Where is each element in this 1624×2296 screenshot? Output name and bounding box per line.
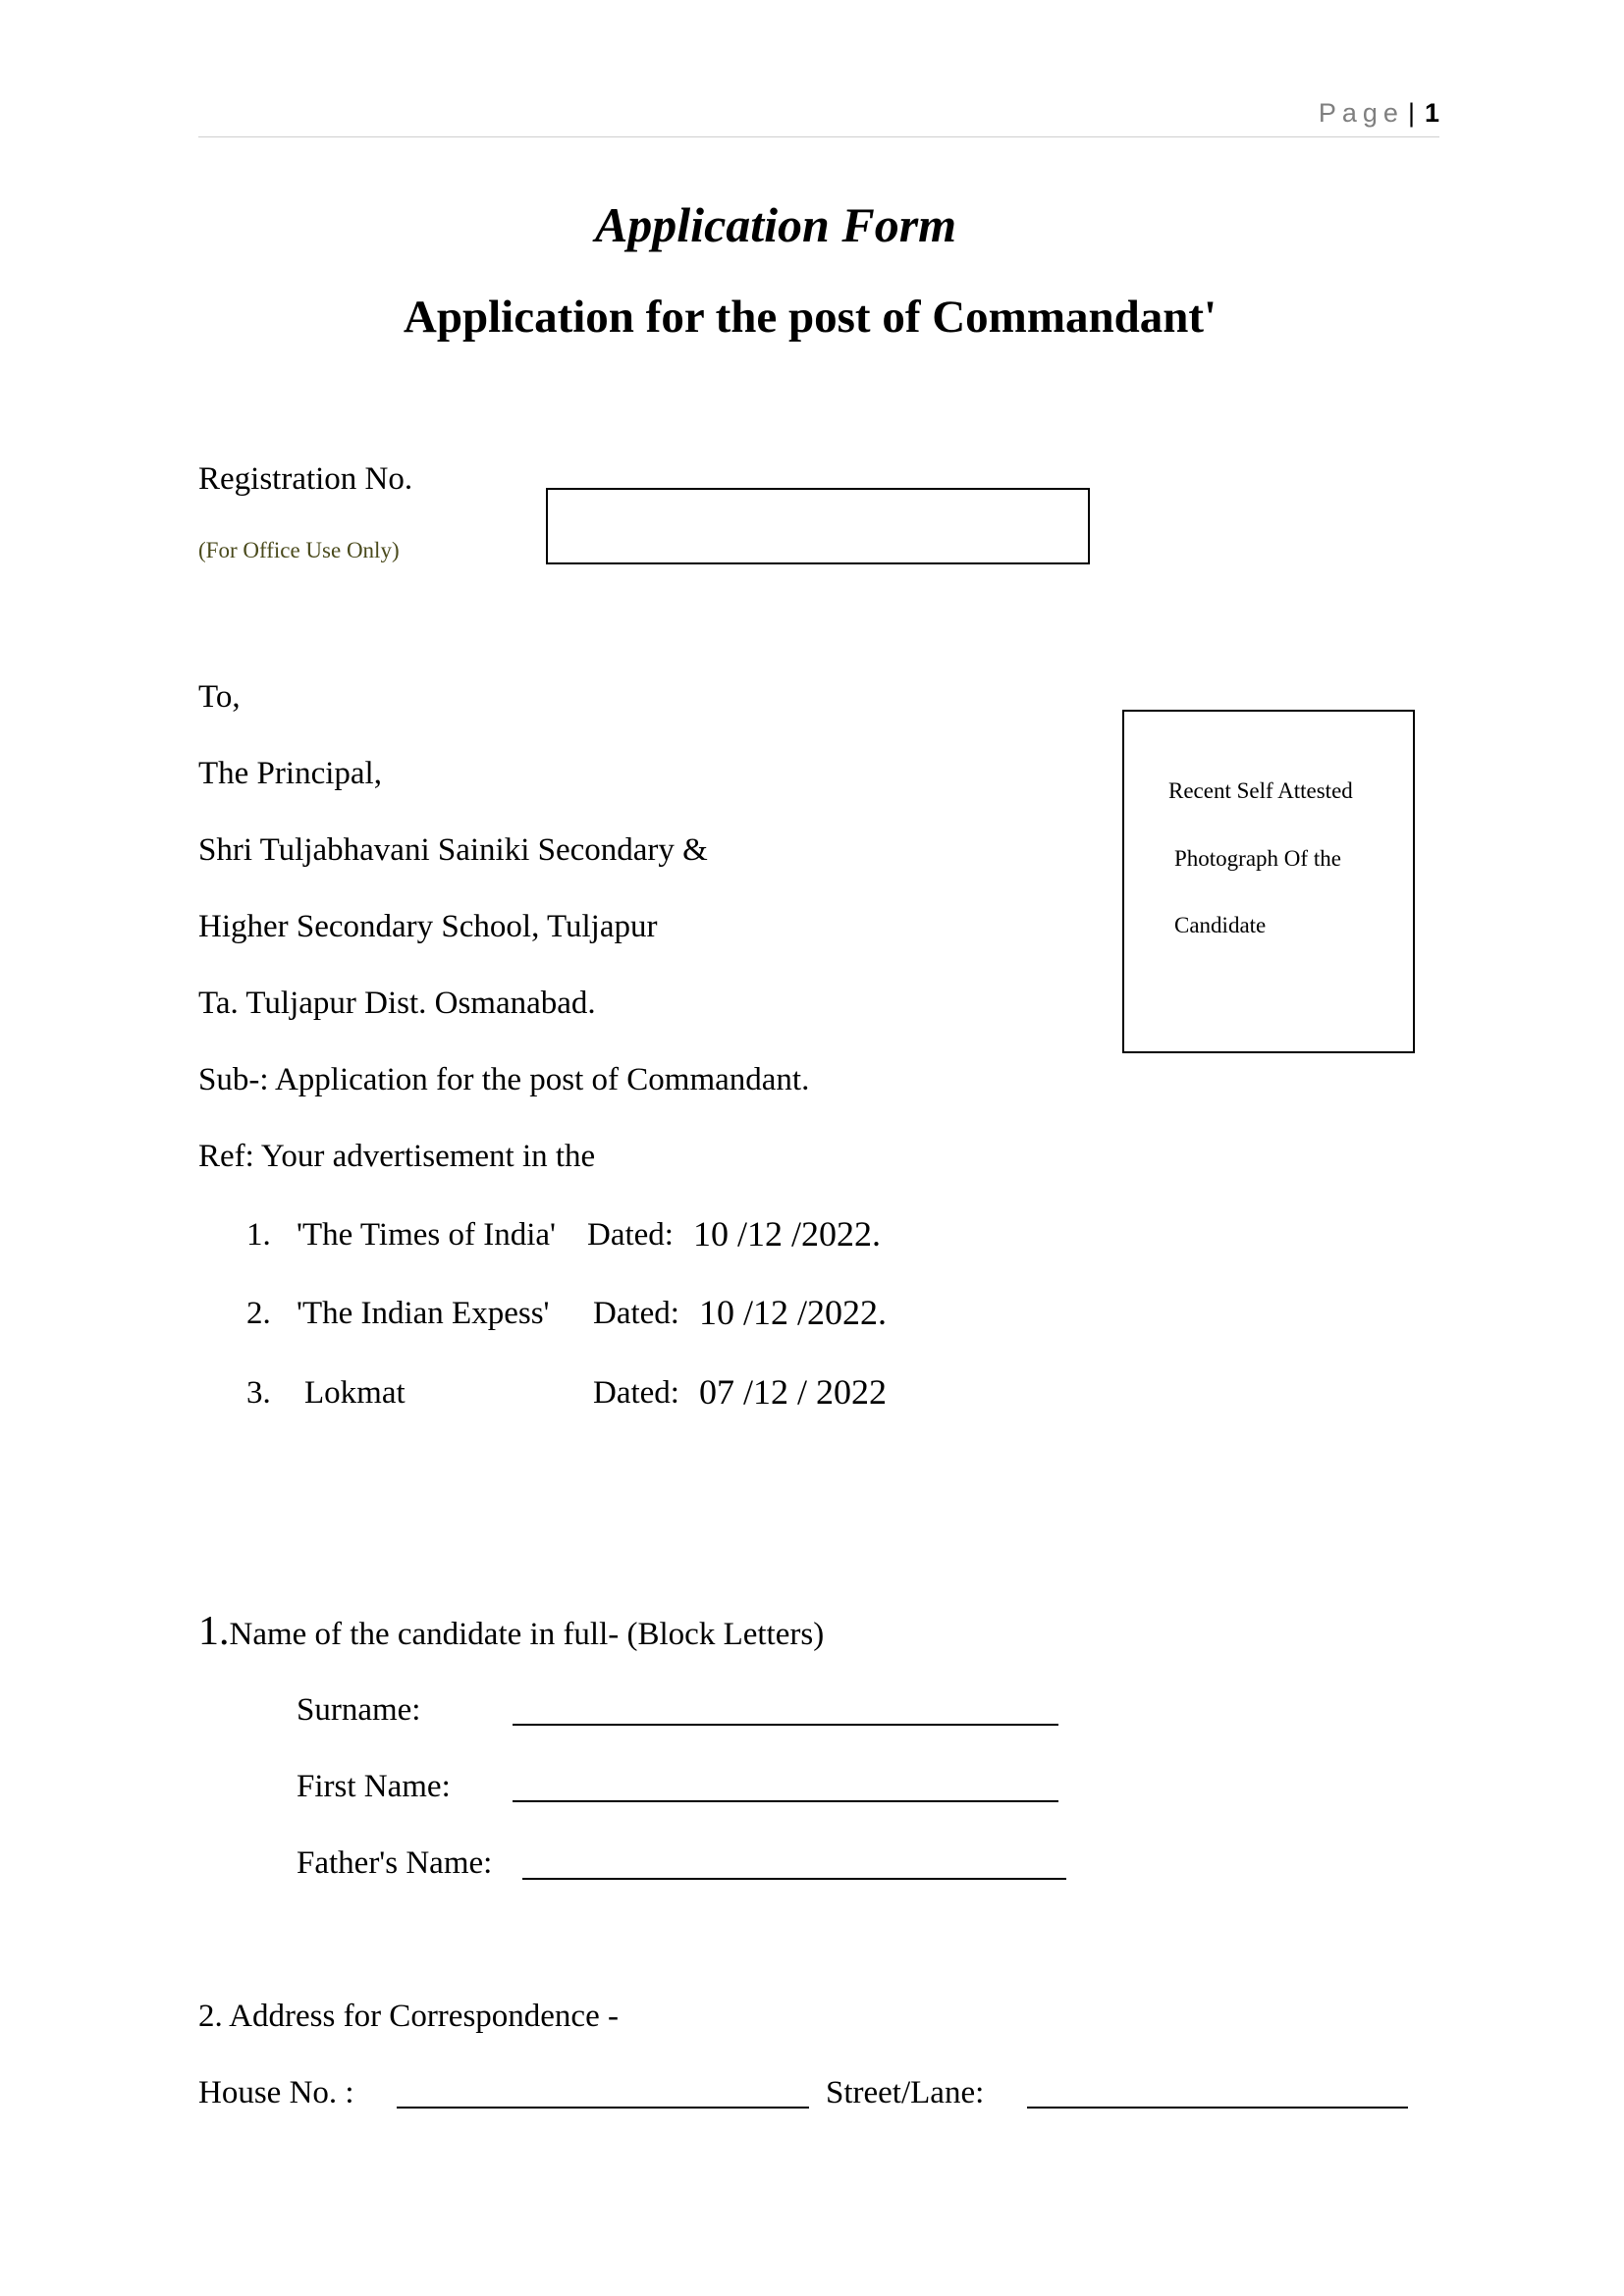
page-number: 1 <box>1424 98 1439 128</box>
ad-2-number: 2. <box>246 1296 271 1331</box>
ad-3-paper: Lokmat <box>304 1375 406 1411</box>
photo-box[interactable] <box>1122 710 1415 1053</box>
registration-note: (For Office Use Only) <box>198 538 400 562</box>
registration-label: Registration No. <box>198 461 413 497</box>
addressee-line-3: Higher Secondary School, Tuljapur <box>198 909 658 944</box>
ad-3-date: 07 /12 / 2022 <box>699 1372 888 1412</box>
reference-line: Ref: Your advertisement in the <box>198 1139 596 1174</box>
surname-field[interactable] <box>513 1724 1058 1726</box>
ad-3-dated-label: Dated: <box>593 1375 679 1411</box>
photo-box-line-3: Candidate <box>1174 913 1267 937</box>
page-header <box>1319 98 1439 129</box>
form-title: Application Form <box>594 197 957 252</box>
salutation-to: To, <box>198 679 241 715</box>
ad-1-paper: 'The Times of India' <box>297 1217 556 1253</box>
ad-2-dated-label: Dated: <box>593 1296 679 1331</box>
photo-box-line-1: Recent Self Attested <box>1168 778 1353 803</box>
addressee-line-2: Shri Tuljabhavani Sainiki Secondary & <box>198 832 708 868</box>
first-name-field[interactable] <box>513 1800 1058 1802</box>
section-1-heading-text: Name of the candidate in full- (Block Letters) <box>229 1617 825 1652</box>
street-lane-field[interactable] <box>1027 2107 1408 2109</box>
father-name-label: Father's Name: <box>297 1845 493 1881</box>
ad-1-dated-label: Dated: <box>587 1217 674 1253</box>
registration-number-field[interactable] <box>546 488 1090 564</box>
surname-label: Surname: <box>297 1692 421 1728</box>
addressee-line-1: The Principal, <box>198 756 382 791</box>
street-lane-label: Street/Lane: <box>826 2075 985 2110</box>
header-rule <box>198 136 1439 137</box>
house-number-label: House No. : <box>198 2075 354 2110</box>
father-name-field[interactable] <box>522 1878 1066 1880</box>
section-1-heading <box>198 1608 824 1655</box>
ad-2-date: 10 /12 /2022. <box>699 1293 888 1332</box>
house-number-field[interactable] <box>397 2107 809 2109</box>
subject-line: Sub-: Application for the post of Commandant. <box>198 1062 810 1097</box>
page-separator: | <box>1407 98 1415 128</box>
section-1-number: 1. <box>198 1609 230 1654</box>
page-word: Page <box>1318 98 1404 128</box>
first-name-label: First Name: <box>297 1769 451 1804</box>
ad-1-date: 10 /12 /2022. <box>693 1214 882 1254</box>
ad-3-number: 3. <box>246 1375 271 1411</box>
addressee-line-4: Ta. Tuljapur Dist. Osmanabad. <box>198 986 596 1021</box>
photo-box-line-2: Photograph Of the <box>1174 846 1341 871</box>
ad-2-paper: 'The Indian Expess' <box>297 1296 550 1331</box>
form-subtitle: Application for the post of Commandant' <box>403 292 1218 343</box>
ad-1-number: 1. <box>246 1217 271 1253</box>
section-2-heading: 2. Address for Correspondence - <box>198 1999 619 2034</box>
